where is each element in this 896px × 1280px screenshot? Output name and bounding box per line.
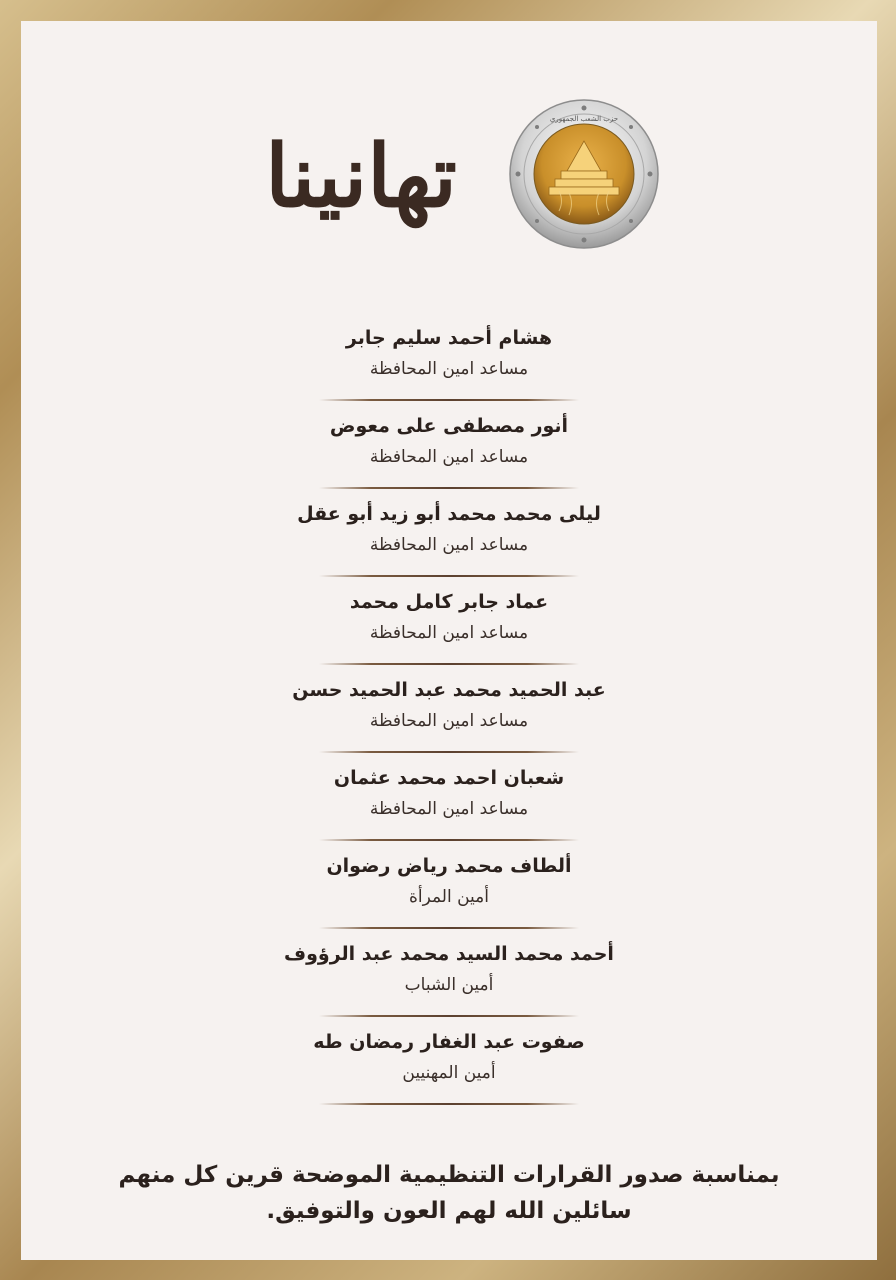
list-item bbox=[21, 929, 877, 1017]
entry-name: ألطاف محمد رياض رضوان bbox=[326, 855, 572, 877]
entry-name: ليلى محمد محمد أبو زيد أبو عقل bbox=[297, 503, 601, 525]
list-item bbox=[21, 313, 877, 401]
footer-line-1: بمناسبة صدور القرارات التنظيمية الموضحة قرين كل منهم bbox=[118, 1162, 780, 1188]
entry-title: أمين المهنيين bbox=[402, 1063, 496, 1083]
list-item bbox=[21, 841, 877, 929]
footer-line-2: سائلين الله لهم العون والتوفيق. bbox=[266, 1198, 632, 1224]
entry-title: أمين المرأة bbox=[408, 887, 490, 907]
entry-title: مساعد امين المحافظة bbox=[369, 359, 529, 379]
footer-message bbox=[21, 1157, 877, 1229]
entry-name: شعبان احمد محمد عثمان bbox=[333, 767, 565, 789]
divider bbox=[319, 1103, 579, 1105]
entry-name: أنور مصطفى على معوض bbox=[329, 415, 569, 437]
entry-title: مساعد امين المحافظة bbox=[369, 623, 529, 643]
entry-title: مساعد امين المحافظة bbox=[369, 799, 529, 819]
congratulations-card bbox=[21, 21, 877, 1260]
entry-name: عبد الحميد محمد عبد الحميد حسن bbox=[292, 679, 606, 701]
entry-title: أمين الشباب bbox=[404, 975, 494, 995]
list-item bbox=[21, 665, 877, 753]
list-item bbox=[21, 489, 877, 577]
entry-name: صفوت عبد الغفار رمضان طه bbox=[313, 1031, 585, 1053]
list-item bbox=[21, 401, 877, 489]
entry-name: أحمد محمد السيد محمد عبد الرؤوف bbox=[284, 943, 614, 965]
logo-text: حزب الشعب الجمهوري bbox=[549, 115, 619, 123]
list-item bbox=[21, 753, 877, 841]
entry-title: مساعد امين المحافظة bbox=[369, 535, 529, 555]
list-item bbox=[21, 1017, 877, 1105]
entry-title: مساعد امين المحافظة bbox=[369, 711, 529, 731]
entry-name: هشام أحمد سليم جابر bbox=[345, 327, 553, 349]
list-item bbox=[21, 577, 877, 665]
entries-list bbox=[21, 313, 877, 1105]
party-logo bbox=[509, 99, 659, 249]
entry-name: عماد جابر كامل محمد bbox=[349, 591, 549, 613]
entry-title: مساعد امين المحافظة bbox=[369, 447, 529, 467]
greeting-heading: تهانينا bbox=[265, 125, 457, 227]
